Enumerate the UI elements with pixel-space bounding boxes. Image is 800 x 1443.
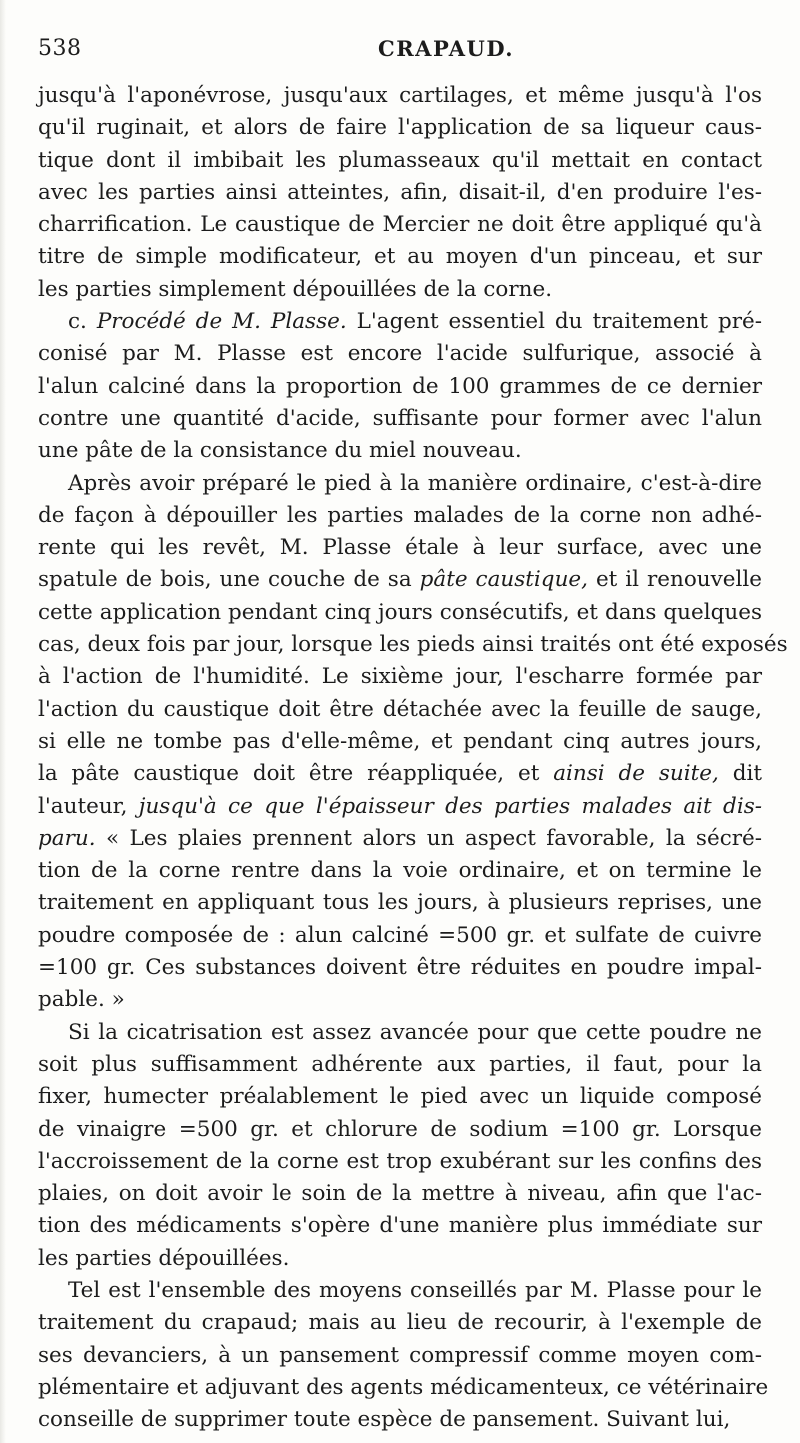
text-segment: cette application pendant cinq jours consécutifs, et dans quelques <box>38 599 762 625</box>
text-line <box>38 1340 762 1372</box>
text-segment: tion de la corne rentre dans la voie ordinaire, et on termine le <box>38 858 762 884</box>
italic-text-segment: ainsi de suite, <box>553 761 719 787</box>
text-segment: poudre composée de : alun calciné =500 gr. et sulfate de cuivre <box>38 922 762 948</box>
text-line <box>38 1049 762 1081</box>
text-segment: les parties dépouillées. <box>38 1245 290 1271</box>
text-line <box>38 1404 762 1436</box>
italic-text-segment: paru. <box>38 825 96 851</box>
text-segment: jusqu'à l'aponévrose, jusqu'aux cartilages, et même jusqu'à l'os <box>38 83 762 108</box>
text-line <box>38 1081 762 1113</box>
text-segment: et il renouvelle <box>587 567 762 593</box>
text-segment: tique dont il imbibait les plumasseaux qu'il mettait en contact <box>38 147 762 173</box>
text-segment: à l'action de l'humidité. Le sixième jour, l'escharre formée par <box>38 664 762 690</box>
text-line <box>38 597 762 629</box>
text-line <box>38 726 762 758</box>
text-line <box>38 112 762 144</box>
text-segment: l'action du caustique doit être détachée avec la feuille de sauge, <box>38 696 762 722</box>
text-segment: plaies, on doit avoir le soin de la mettre à niveau, afin que l'ac- <box>38 1181 762 1207</box>
text-segment: les parties simplement dépouillées de la corne. <box>38 276 553 302</box>
text-line <box>38 1178 762 1210</box>
text-segment: conisé par M. Plasse est encore l'acide sulfurique, associé à <box>38 341 762 367</box>
italic-text-segment: pâte caustique, <box>419 567 588 593</box>
text-line <box>38 177 762 209</box>
text-line <box>38 500 762 532</box>
text-line <box>38 564 762 596</box>
text-line <box>38 241 762 273</box>
text-line <box>38 887 762 919</box>
text-segment: L'agent essentiel du traitement pré- <box>346 309 762 335</box>
text-segment: spatule de bois, une couche de sa <box>38 567 420 593</box>
italic-text-segment: jusqu'à ce que l'épaisseur des parties malades ait dis- <box>138 793 762 819</box>
text-segment: plémentaire et adjuvant des agents médicamenteux, ce vétérinaire <box>38 1374 769 1400</box>
text-line <box>38 855 762 887</box>
text-line <box>38 1210 762 1242</box>
running-title: CRAPAUD. <box>378 36 515 61</box>
text-line <box>38 823 762 855</box>
text-segment: l'alun calciné dans la proportion de 100 grammes de ce dernier <box>38 373 762 399</box>
text-line <box>38 791 762 823</box>
text-segment: la pâte caustique doit être réappliquée, et <box>38 761 554 787</box>
text-segment: de vinaigre =500 gr. et chlorure de sodium =100 gr. Lorsque <box>38 1116 762 1142</box>
text-line <box>38 532 762 564</box>
text-line <box>38 1307 762 1339</box>
text-segment: si elle ne tombe pas d'elle-même, et pendant cinq autres jours, <box>38 728 762 754</box>
running-head <box>38 36 762 66</box>
text-line <box>38 209 762 241</box>
text-line <box>38 758 762 790</box>
text-segment: =100 gr. Ces substances doivent être réduites en poudre impal- <box>38 955 762 981</box>
text-segment: rente qui les revêt, M. Plasse étale à leur surface, avec une <box>38 535 762 561</box>
text-line <box>38 1243 762 1275</box>
text-segment: conseille de supprimer toute espèce de pansement. Suivant lui, <box>38 1407 731 1433</box>
text-segment: l'auteur, <box>38 793 139 819</box>
text-segment: avec les parties ainsi atteintes, afin, disait-il, d'en produire l'es- <box>38 179 762 205</box>
text-segment: traitement du crapaud; mais au lieu de recourir, à l'exemple de <box>38 1310 762 1336</box>
text-line <box>38 694 762 726</box>
text-line <box>38 435 762 467</box>
body-text <box>38 80 788 1436</box>
text-segment: charrification. Le caustique de Mercier ne doit être appliqué qu'à <box>38 212 762 238</box>
italic-text-segment: Procédé de M. Plasse. <box>96 309 347 335</box>
text-segment: tion des médicaments s'opère d'une manière plus immédiate sur <box>38 1213 762 1239</box>
text-segment: de façon à dépouiller les parties malades de la corne non adhé- <box>38 502 762 528</box>
text-segment: Si la cicatrisation est assez avancée pour que cette poudre ne <box>68 1019 762 1045</box>
text-line <box>38 371 762 403</box>
text-line <box>38 338 762 370</box>
text-line <box>38 1372 769 1404</box>
text-segment: soit plus suffisamment adhérente aux parties, il faut, pour la <box>38 1051 762 1077</box>
text-segment: titre de simple modificateur, et au moyen d'un pinceau, et sur <box>38 244 762 270</box>
text-segment: « Les plaies prennent alors un aspect favorable, la sécré- <box>95 825 762 851</box>
text-segment: traitement en appliquant tous les jours, à plusieurs reprises, une <box>38 890 762 916</box>
text-segment: dit <box>718 761 762 787</box>
text-segment: ses devanciers, à un pansement compressif comme moyen com- <box>38 1342 762 1368</box>
text-segment: l'accroissement de la corne est trop exubérant sur les confins des <box>38 1148 762 1174</box>
text-segment: Après avoir préparé le pied à la manière ordinaire, c'est-à-dire <box>68 470 762 496</box>
text-line <box>38 1017 762 1049</box>
text-segment: Tel est l'ensemble des moyens conseillés par M. Plasse pour le <box>68 1277 762 1303</box>
page-edge-shadow <box>0 0 6 1443</box>
text-line <box>38 920 762 952</box>
text-line <box>38 952 762 984</box>
text-segment: c. <box>68 309 97 335</box>
text-segment: fixer, humecter préalablement le pied avec un liquide composé <box>38 1084 762 1110</box>
text-line <box>38 274 762 306</box>
text-line <box>38 661 762 693</box>
page-number: 538 <box>38 36 82 61</box>
text-line <box>38 629 788 661</box>
text-line <box>38 1146 762 1178</box>
text-line <box>38 403 762 435</box>
text-segment: cas, deux fois par jour, lorsque les pieds ainsi traités ont été exposés <box>38 632 788 658</box>
text-segment: qu'il ruginait, et alors de faire l'application de sa liqueur caus- <box>38 115 762 141</box>
text-segment: une pâte de la consistance du miel nouveau. <box>38 438 522 464</box>
text-line <box>38 1114 762 1146</box>
text-segment: pable. » <box>38 987 125 1013</box>
text-line <box>38 1275 762 1307</box>
text-line <box>38 145 762 177</box>
text-segment: contre une quantité d'acide, suffisante pour former avec l'alun <box>38 405 762 431</box>
text-line <box>38 984 762 1016</box>
text-line <box>38 306 762 338</box>
text-line <box>38 468 762 500</box>
text-line <box>38 80 762 112</box>
